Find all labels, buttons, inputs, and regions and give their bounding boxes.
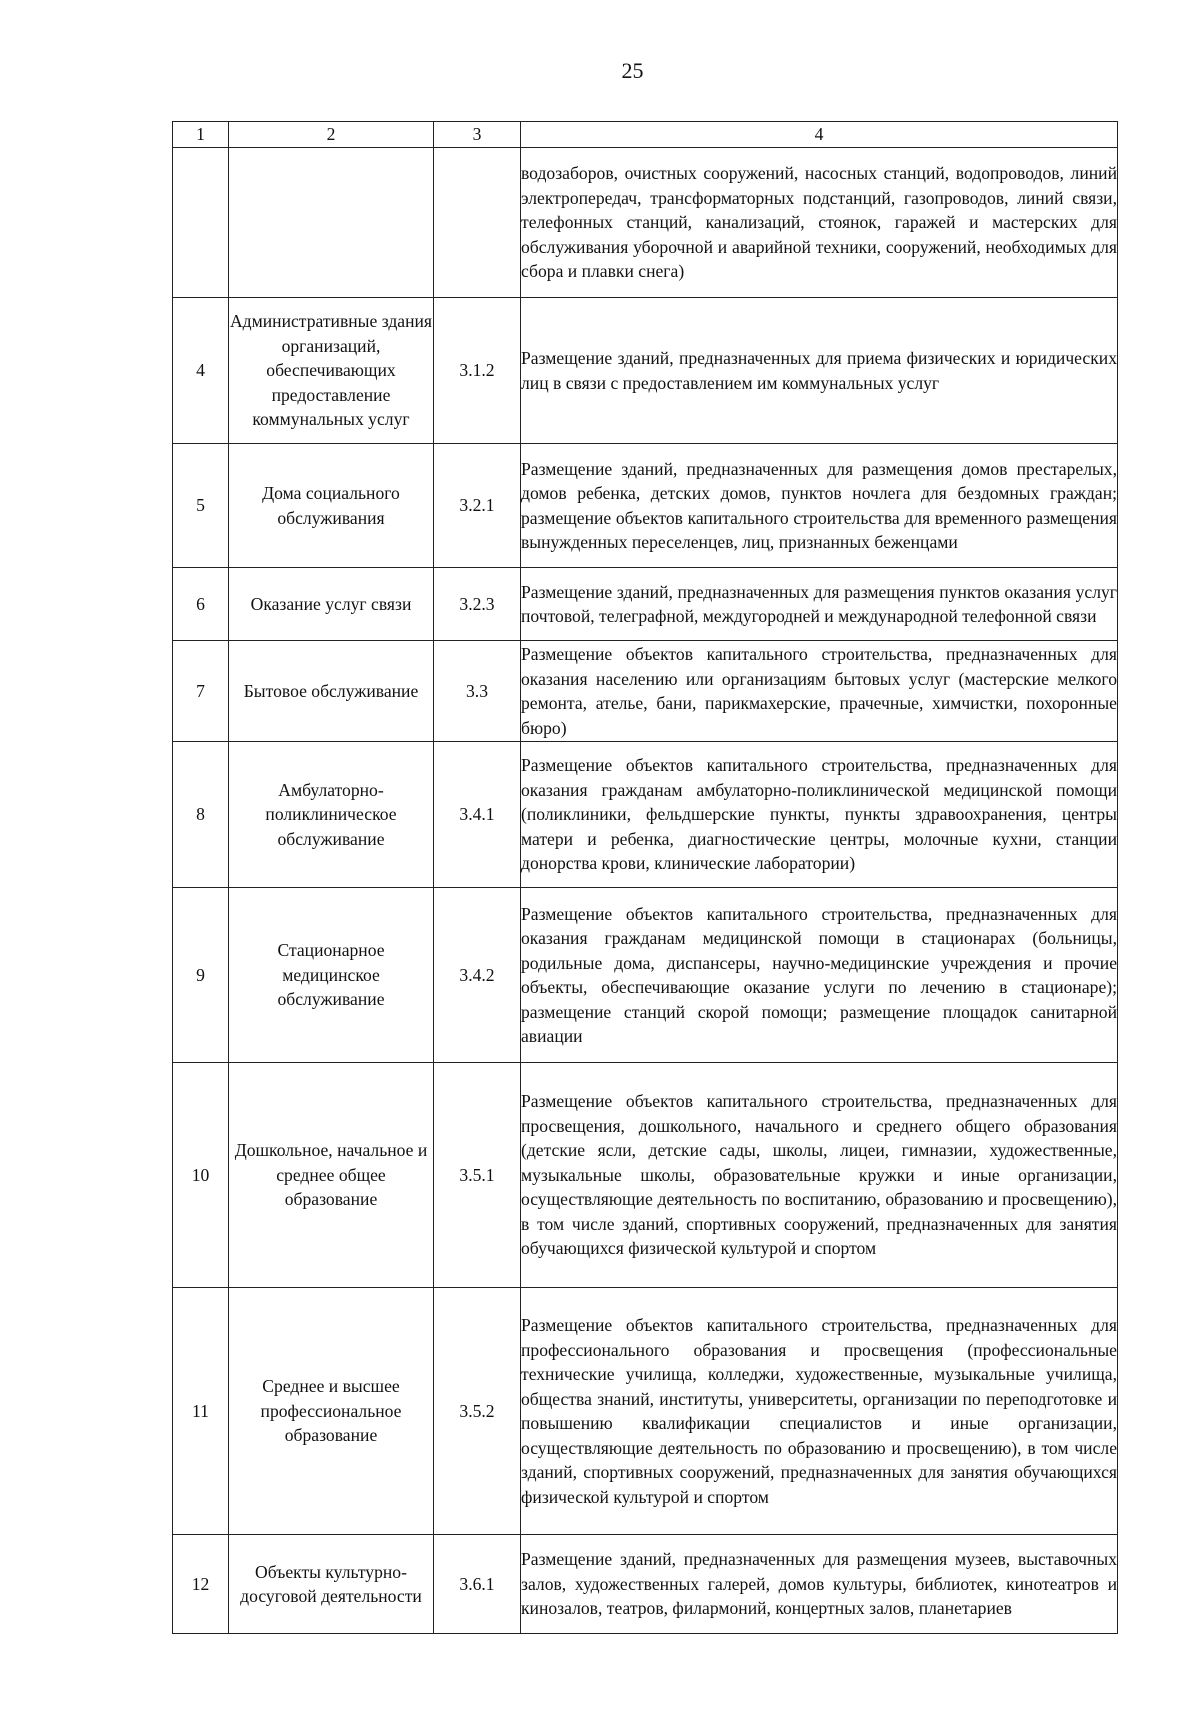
table-row bbox=[173, 1535, 1118, 1634]
table-row bbox=[173, 888, 1118, 1063]
row-number: 9 bbox=[173, 888, 229, 1063]
table-row bbox=[173, 298, 1118, 444]
use-type-code: 3.5.1 bbox=[434, 1063, 521, 1288]
row-number: 7 bbox=[173, 641, 229, 742]
row-number: 10 bbox=[173, 1063, 229, 1288]
use-type-name: Дошкольное, начальное и среднее общее образование bbox=[229, 1063, 434, 1288]
use-type-code: 3.6.1 bbox=[434, 1535, 521, 1634]
use-type-description: Размещение объектов капитального строительства, предназначенных для оказания населению или организациям бытовых услуг (мастерские мелкого ремонта, ателье, бани, парикмахерские, прачечные, химчистки, похоронные бюро) bbox=[521, 641, 1118, 742]
use-type-name: Бытовое обслуживание bbox=[229, 641, 434, 742]
row-number: 11 bbox=[173, 1288, 229, 1535]
table-row bbox=[173, 568, 1118, 641]
row-number: 5 bbox=[173, 444, 229, 568]
header-cell: 3 bbox=[434, 122, 521, 148]
use-type-name bbox=[229, 148, 434, 298]
table-row bbox=[173, 742, 1118, 888]
row-number: 8 bbox=[173, 742, 229, 888]
use-type-code: 3.2.3 bbox=[434, 568, 521, 641]
use-type-description: Размещение объектов капитального строительства, предназначенных для оказания гражданам медицинской помощи в стационарах (больницы, родильные дома, диспансеры, научно-медицинские учреждения и прочие объекты, обеспечивающие оказание услуги по лечению в стационаре); размещение станций скорой помощи; размещение площадок санитарной авиации bbox=[521, 888, 1118, 1063]
use-type-description: Размещение объектов капитального строительства, предназначенных для просвещения, дошкольного, начального и среднего общего образования (детские ясли, детские сады, школы, лицеи, гимназии, художественные, музыкальные школы, образовательные кружки и иные организации, осуществляющие деятельность по воспитанию, образованию и просвещению), в том числе зданий, спортивных сооружений, предназначенных для занятия обучающихся физической культурой и спортом bbox=[521, 1063, 1118, 1288]
use-type-name: Дома социального обслуживания bbox=[229, 444, 434, 568]
use-type-description: Размещение объектов капитального строительства, предназначенных для оказания гражданам амбулаторно-поликлинической медицинской помощи (поликлиники, фельдшерские пункты, пункты здравоохранения, центры матери и ребенка, диагностические центры, молочные кухни, станции донорства крови, клинические лаборатории) bbox=[521, 742, 1118, 888]
use-type-name: Оказание услуг связи bbox=[229, 568, 434, 641]
use-type-code: 3.4.1 bbox=[434, 742, 521, 888]
header-cell: 4 bbox=[521, 122, 1118, 148]
table-header-row bbox=[173, 122, 1118, 148]
use-type-code: 3.5.2 bbox=[434, 1288, 521, 1535]
use-type-code: 3.1.2 bbox=[434, 298, 521, 444]
row-number bbox=[173, 148, 229, 298]
use-type-code: 3.3 bbox=[434, 641, 521, 742]
use-type-description: Размещение зданий, предназначенных для размещения домов престарелых, домов ребенка, детских домов, пунктов ночлега для бездомных граждан; размещение объектов капитального строительства для временного размещения вынужденных переселенцев, лиц, признанных беженцами bbox=[521, 444, 1118, 568]
use-type-description: Размещение зданий, предназначенных для размещения музеев, выставочных залов, художественных галерей, домов культуры, библиотек, кинотеатров и кинозалов, театров, филармоний, концертных залов, планетариев bbox=[521, 1535, 1118, 1634]
use-type-description: Размещение зданий, предназначенных для размещения пунктов оказания услуг почтовой, телеграфной, междугородней и международной телефонной связи bbox=[521, 568, 1118, 641]
row-number: 4 bbox=[173, 298, 229, 444]
use-type-description: водозаборов, очистных сооружений, насосных станций, водопроводов, линий электропередач, трансформаторных подстанций, газопроводов, линий связи, телефонных станций, канализаций, стоянок, гаражей и мастерских для обслуживания уборочной и аварийной техники, сооружений, необходимых для сбора и плавки снега) bbox=[521, 148, 1118, 298]
table-row bbox=[173, 148, 1118, 298]
table-row bbox=[173, 444, 1118, 568]
use-type-code: 3.2.1 bbox=[434, 444, 521, 568]
use-type-code: 3.4.2 bbox=[434, 888, 521, 1063]
table-row bbox=[173, 1288, 1118, 1535]
use-type-description: Размещение зданий, предназначенных для приема физических и юридических лиц в связи с предоставлением им коммунальных услуг bbox=[521, 298, 1118, 444]
use-type-name: Среднее и высшее профессиональное образование bbox=[229, 1288, 434, 1535]
table-row bbox=[173, 1063, 1118, 1288]
header-cell: 2 bbox=[229, 122, 434, 148]
header-cell: 1 bbox=[173, 122, 229, 148]
use-type-name: Объекты культурно-досуговой деятельности bbox=[229, 1535, 434, 1634]
row-number: 6 bbox=[173, 568, 229, 641]
use-type-name: Стационарное медицинское обслуживание bbox=[229, 888, 434, 1063]
use-type-name: Амбулаторно-поликлиническое обслуживание bbox=[229, 742, 434, 888]
page-number: 25 bbox=[621, 58, 644, 83]
table-row bbox=[173, 641, 1118, 742]
use-type-name: Административные здания организаций, обеспечивающих предоставление коммунальных услуг bbox=[229, 298, 434, 444]
row-number: 12 bbox=[173, 1535, 229, 1634]
use-type-description: Размещение объектов капитального строительства, предназначенных для профессионального образования и просвещения (профессиональные технические училища, колледжи, художественные, музыкальные училища, общества знаний, институты, университеты, организации по переподготовке и повышению квалификации специалистов и иные организации, осуществляющие деятельность по образованию и просвещению), в том числе зданий, спортивных сооружений, предназначенных для занятия обучающихся физической культурой и спортом bbox=[521, 1288, 1118, 1535]
use-type-code bbox=[434, 148, 521, 298]
land-use-table bbox=[172, 121, 1118, 1634]
